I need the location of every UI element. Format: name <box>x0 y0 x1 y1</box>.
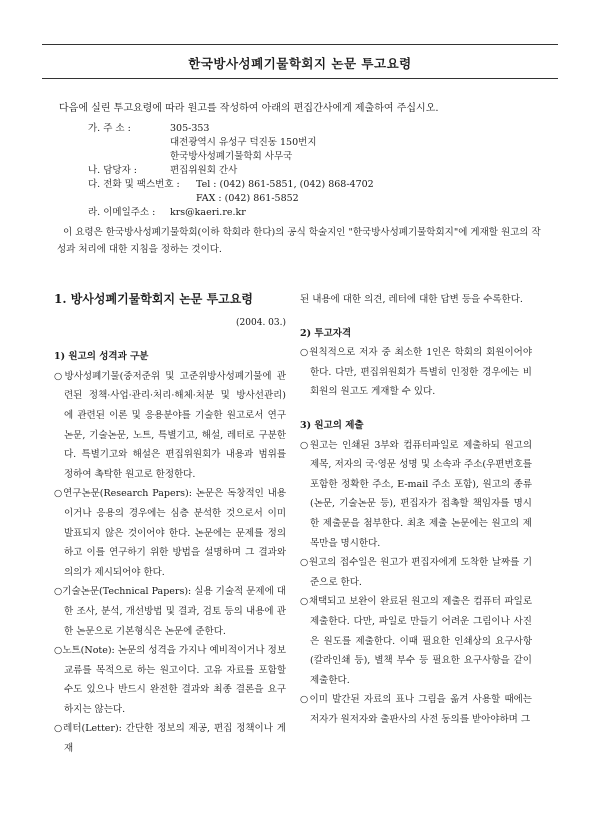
list-item: ○기술논문(Technical Papers): 실용 기술적 문제에 대한 조사, 분석, 개선방법 및 결과, 검토 등의 내용에 관한 논문으로 기본형식은 논문에 준한다. <box>54 586 286 637</box>
subsection-2-title: 2) 투고자격 <box>300 327 352 339</box>
address-line2: 한국방사성폐기물학회 사무국 <box>170 151 293 162</box>
list-item: ○이미 발간된 자료의 표나 그림을 옮겨 사용할 때에는 저자가 원저자와 출판사의 사전 동의를 받아야하며 그 <box>300 694 532 725</box>
contact-info <box>88 122 374 220</box>
list-item: ○채택되고 보완이 완료된 원고의 제출은 컴퓨터 파일로 제출한다. 다만, 파일로 만들기 어려운 그림이나 사진은 원도를 제출한다. 이때 필요한 인쇄상의 요구사항(칼라인쇄 등), 별책 부수 등 필요한 요구사항을 같이 제출한다. <box>300 596 532 686</box>
address-line1: 대전광역시 유성구 덕진동 150번지 <box>170 137 317 148</box>
list-item: ○원칙적으로 저자 중 최소한 1인은 학회의 회원이어야 한다. 다만, 편집위원회가 특별히 인정한 경우에는 비회원의 원고도 게재할 수 있다. <box>300 347 532 398</box>
fax-value: FAX : (042) 861-5852 <box>196 193 299 204</box>
phone-row <box>88 178 374 192</box>
phone-label: 다. 전화 및 팩스번호 : <box>88 179 180 190</box>
purpose-paragraph: 이 요령은 한국방사성폐기물학회(이하 학회라 한다)의 공식 학술지인 "한국방사성폐기물학회지"에 게재할 원고의 작성과 처리에 대한 지침을 정하는 것이다. <box>57 227 541 255</box>
subsection-3-title: 3) 원고의 제출 <box>300 419 364 431</box>
list-item: ○레터(Letter): 간단한 정보의 제공, 편집 정책이나 게재 <box>54 723 286 755</box>
list-item: ○노트(Note): 논문의 성격을 가지나 예비적이거나 정보교류를 목적으로 하는 원고이다. 고유 자료를 포함할 수도 있으나 반드시 완전한 결과와 최종 결론을 요구하지는 않는다. <box>54 645 286 715</box>
manager-row <box>88 164 374 178</box>
list-item: ○원고의 접수일은 원고가 편집자에게 도착한 날짜를 기준으로 한다. <box>300 557 532 588</box>
phone-value: Tel : (042) 861-5851, (042) 868-4702 <box>196 179 374 190</box>
title-top-rule <box>42 44 558 45</box>
list-item: ○연구논문(Research Papers): 논문은 독창적인 내용이거나 응용의 경우에는 심층 분석한 것으로서 이미 발표되지 않은 것이어야 한다. 논문에는 문제를 정의하고 이를 연구하기 위한 방법을 설명하며 그 결과와 의의가 제시되어야 한다. <box>54 488 286 578</box>
intro-text: 다음에 실린 투고요령에 따라 원고를 작성하여 아래의 편집간사에게 제출하여 주십시오. <box>59 103 439 114</box>
address-label: 가. 주 소 : <box>88 123 131 134</box>
title-bottom-rule <box>42 78 558 79</box>
email-row <box>88 206 374 220</box>
document-title: 한국방사성폐기물학회지 논문 투고요령 <box>188 56 412 71</box>
right-column <box>300 290 532 729</box>
email-label: 라. 이메일주소 : <box>88 207 156 218</box>
continued-text: 된 내용에 대한 의견, 레터에 대한 답변 등을 수록한다. <box>300 294 523 305</box>
address-row <box>88 122 374 136</box>
list-item: ○원고는 인쇄된 3부와 컴퓨터파일로 제출하되 원고의 제목, 저자의 국·영문 성명 및 소속과 주소(우편번호를 포함한 정확한 주소, E-mail 주소 포함), 원고의 종류(논문, 기술논문 등), 편집자가 접촉할 책임자를 명시한 제출문을 첨부한다. 최초 제출 논문에는 원고의 제목만을 명시한다. <box>300 439 532 549</box>
email-value: krs@kaeri.re.kr <box>170 207 246 218</box>
section-title: 1. 방사성폐기물학회지 논문 투고요령 <box>54 292 253 306</box>
list-item: ○방사성폐기물(중저준위 및 고준위방사성폐기물에 관련된 정책·사업·관리·처리·해체·처분 및 방사선관리) 에 관련된 이론 및 응용분야를 기술한 원고로서 연구논문, 기술논문, 노트, 특별기고, 해설, 레터로 구분한다. 특별기고와 해설은 편집위원회가 내용과 범위를 정하여 촉탁한 원고로 한정한다. <box>54 370 286 480</box>
address-zip: 305-353 <box>170 123 210 134</box>
section-date: (2004. 03.) <box>236 317 286 328</box>
manager-value: 편집위원회 간사 <box>170 165 238 176</box>
left-column <box>54 290 286 759</box>
subsection-1-title: 1) 원고의 성격과 구분 <box>54 351 149 363</box>
manager-label: 나. 담당자 : <box>88 165 137 176</box>
